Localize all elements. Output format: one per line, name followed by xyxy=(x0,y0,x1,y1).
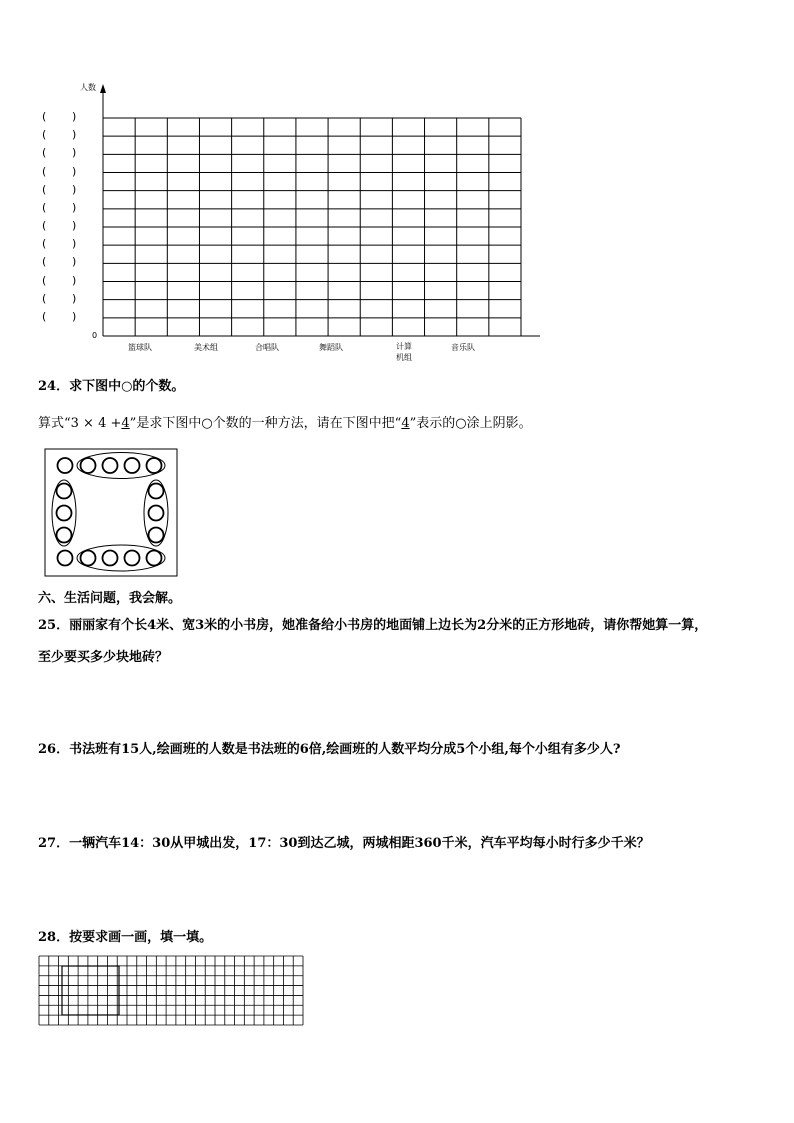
circle-mark[interactable] xyxy=(125,551,140,566)
blank-value-slot[interactable] xyxy=(42,219,82,232)
paren-close: ) xyxy=(72,182,77,196)
blank-value-slot[interactable] xyxy=(42,110,82,123)
blank-value-slot[interactable] xyxy=(42,237,82,250)
q26-text: 26．书法班有15人,绘画班的人数是书法班的6倍,绘画班的人数平均分成5个小组,每个小组有多少人? xyxy=(38,742,621,757)
paren-open: ( xyxy=(42,182,47,196)
paren-close: ) xyxy=(72,219,77,232)
circle-mark[interactable] xyxy=(58,458,73,473)
blank-value-slot[interactable] xyxy=(42,146,82,159)
paren-open: ( xyxy=(42,219,47,232)
paren-open: ( xyxy=(42,309,47,323)
origin-label: 0 xyxy=(92,331,98,340)
circle-mark[interactable] xyxy=(125,458,140,473)
q24-instr-a: 算式“ xyxy=(38,416,71,431)
paren-close: ) xyxy=(72,146,77,160)
drawn-rectangle xyxy=(62,966,119,1015)
blank-value-slot[interactable] xyxy=(42,274,82,287)
blank-value-slot[interactable] xyxy=(42,183,82,196)
circle-mark[interactable] xyxy=(57,506,72,521)
paren-open: ( xyxy=(42,146,47,160)
y-axis-label: 人数 xyxy=(80,83,96,92)
q24-underlined-4b: 4 xyxy=(401,416,410,431)
category-label: 舞蹈队 xyxy=(319,343,343,352)
chart-grid xyxy=(90,84,550,344)
category-label-line: 机组 xyxy=(396,353,412,362)
paren-close: ) xyxy=(72,237,77,251)
q24-title: 24．求下图中○的个数。 xyxy=(38,379,185,394)
paren-open: ( xyxy=(42,237,47,251)
group-ellipse-top xyxy=(77,453,165,479)
q27-text: 27．一辆汽车14：30从甲城出发，17：30到达乙城，两城相距360千米，汽车平均每小时行多少千米？ xyxy=(38,836,650,851)
category-label: 合唱队 xyxy=(255,343,279,352)
category-label-line: 计算 xyxy=(396,342,412,351)
category-label: 音乐队 xyxy=(451,343,475,352)
paren-open: ( xyxy=(42,164,47,178)
circle-mark[interactable] xyxy=(58,551,73,566)
q24-instr-c: ”表示的○涂上阴影。 xyxy=(409,416,532,431)
section6-title: 六、生活问题，我会解。 xyxy=(38,591,182,606)
paren-close: ) xyxy=(72,164,77,178)
category-label: 篮球队 xyxy=(128,343,152,352)
group-ellipse-left xyxy=(52,480,76,546)
figure-frame xyxy=(45,449,177,576)
circle-mark[interactable] xyxy=(147,551,162,566)
paren-close: ) xyxy=(72,255,77,269)
blank-value-slot[interactable] xyxy=(42,310,82,323)
paren-close: ) xyxy=(72,110,77,123)
circle-mark[interactable] xyxy=(81,551,96,566)
circle-mark[interactable] xyxy=(57,528,72,543)
circle-mark[interactable] xyxy=(81,458,96,473)
paren-open: ( xyxy=(42,273,47,287)
blank-value-slot[interactable] xyxy=(42,201,82,214)
blank-value-slot[interactable] xyxy=(42,292,82,305)
paren-close: ) xyxy=(72,309,77,323)
q25-line1: 25．丽丽家有个长4米、宽3米的小书房，她准备给小书房的地面铺上边长为2分米的正方形地砖，请你帮她算一算， xyxy=(38,618,708,633)
blank-value-slot[interactable] xyxy=(42,255,82,268)
circle-mark[interactable] xyxy=(103,551,118,566)
paren-close: ) xyxy=(72,291,77,305)
group-ellipse-bottom xyxy=(77,545,165,571)
blank-value-slot[interactable] xyxy=(42,128,82,141)
paren-open: ( xyxy=(42,291,47,305)
circle-mark[interactable] xyxy=(103,458,118,473)
paren-open: ( xyxy=(42,200,47,214)
paren-open: ( xyxy=(42,255,47,269)
paren-open: ( xyxy=(42,128,47,142)
category-label: 美术组 xyxy=(194,343,218,352)
paren-close: ) xyxy=(72,273,77,287)
circle-mark[interactable] xyxy=(149,484,164,499)
drawing-grid[interactable] xyxy=(38,955,306,1027)
q24-instr-b: ”是求下图中○个数的一种方法，请在下图中把“ xyxy=(129,416,402,431)
paren-open: ( xyxy=(42,110,47,123)
q25-line2: 至少要买多少块地砖？ xyxy=(38,650,169,665)
q24-expression: 3 × 4 + xyxy=(70,416,122,431)
circle-mark[interactable] xyxy=(147,458,162,473)
paren-close: ) xyxy=(72,200,77,214)
q28-title: 28．按要求画一画，填一填。 xyxy=(38,930,213,945)
category-label xyxy=(395,341,413,363)
paren-close: ) xyxy=(72,128,77,142)
circle-mark[interactable] xyxy=(57,484,72,499)
circle-mark[interactable] xyxy=(149,528,164,543)
q24-underlined-4a: 4 xyxy=(121,416,130,431)
q24-instruction xyxy=(38,412,532,431)
blank-value-slot[interactable] xyxy=(42,165,82,178)
circle-arrangement-figure xyxy=(44,448,178,578)
circle-mark[interactable] xyxy=(149,506,164,521)
